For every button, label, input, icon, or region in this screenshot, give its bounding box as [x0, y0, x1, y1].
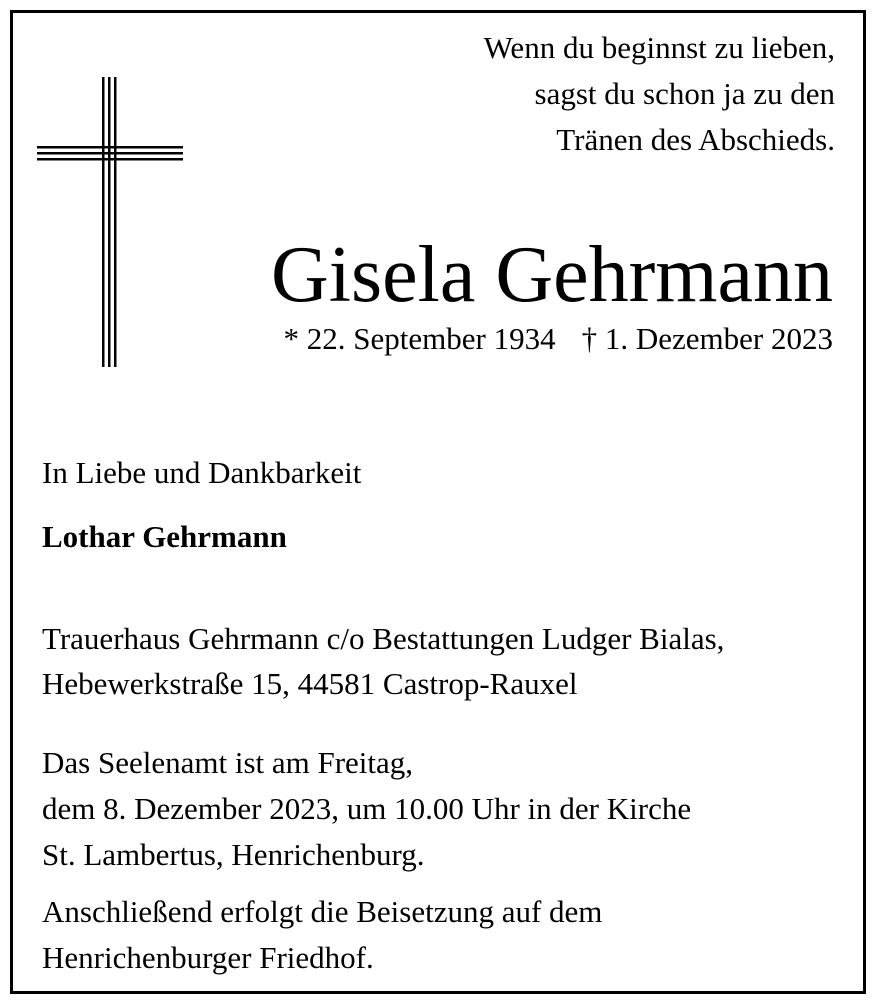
cross-icon — [37, 77, 183, 367]
mourning-address — [42, 616, 724, 706]
poem-line: Wenn du beginnst zu lieben, — [483, 30, 835, 65]
burial-line: Anschließend erfolgt die Beisetzung auf dem — [42, 894, 603, 929]
mourner-name: Lothar Gehrmann — [42, 519, 287, 554]
poem-line: sagst du schon ja zu den — [534, 76, 835, 111]
service-line: dem 8. Dezember 2023, um 10.00 Uhr in der Kirche — [42, 791, 692, 826]
birth-date: * 22. September 1934 — [283, 321, 556, 356]
service-line: St. Lambertus, Henrichenburg. — [42, 837, 425, 872]
address-line: Hebewerkstraße 15, 44581 Castrop-Rauxel — [42, 666, 578, 701]
deceased-name: Gisela Gehrmann — [270, 231, 833, 319]
burial-line: Henrichenburger Friedhof. — [42, 940, 374, 975]
life-dates — [284, 317, 833, 361]
poem-line: Tränen des Abschieds. — [556, 122, 835, 157]
poem-quote — [484, 25, 835, 163]
dedication-line: In Liebe und Dankbarkeit — [42, 455, 362, 490]
burial-info — [42, 889, 602, 981]
obituary-notice — [10, 10, 866, 994]
death-date: † 1. Dezember 2023 — [581, 321, 833, 356]
service-line: Das Seelenamt ist am Freitag, — [42, 745, 414, 780]
address-line: Trauerhaus Gehrmann c/o Bestattungen Ludger Bialas, — [42, 621, 725, 656]
requiem-info — [42, 740, 691, 878]
